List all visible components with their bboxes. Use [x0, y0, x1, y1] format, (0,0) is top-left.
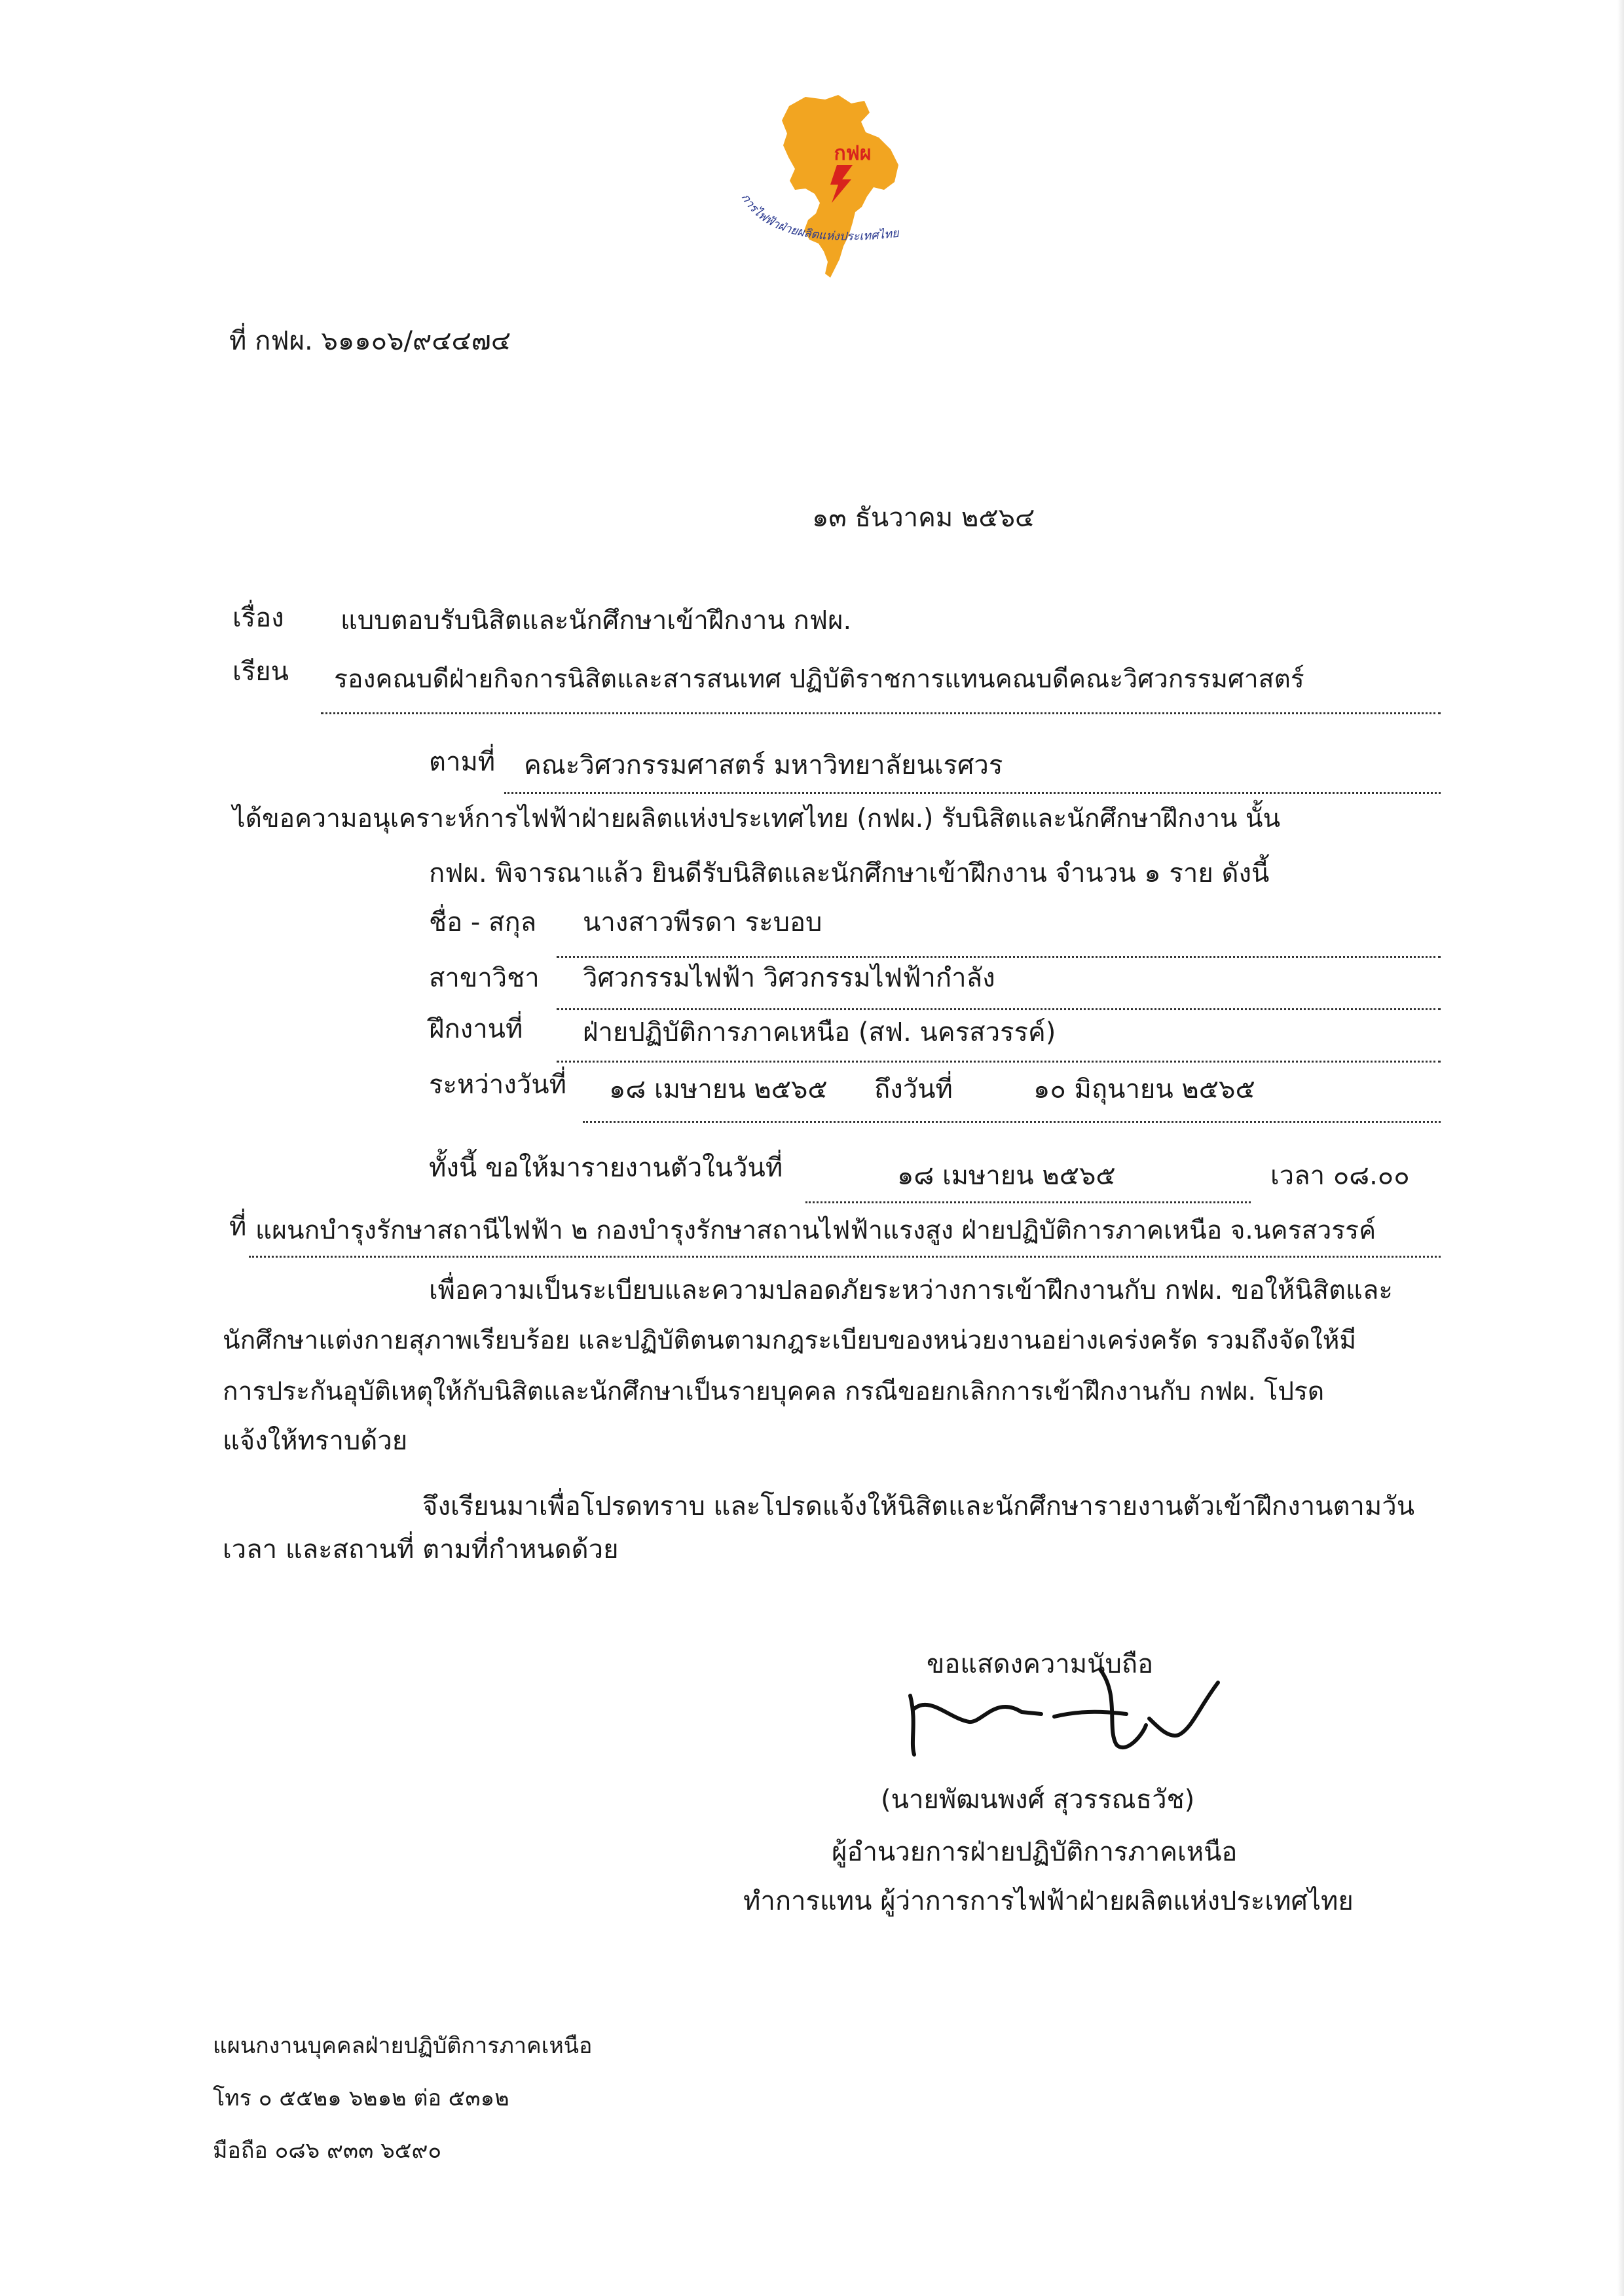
period-start: ๑๘ เมษายน ๒๕๖๕: [609, 1074, 828, 1104]
body-line-4: แจ้งให้ทราบด้วย: [223, 1426, 408, 1456]
major-underline: [557, 1008, 1441, 1010]
recipient-underline: [321, 712, 1441, 714]
name-value: นางสาวพีรดา ระบอบ: [583, 907, 822, 938]
footer-phone: โทร ๐ ๕๕๒๑ ๖๒๑๒ ต่อ ๕๓๑๒: [213, 2085, 509, 2111]
signatory-name: (นายพัฒนพงศ์ สุวรรณธวัช): [881, 1785, 1195, 1815]
letter-date: ๑๓ ธันวาคม ๒๕๖๔: [812, 503, 1035, 533]
body-line-2: นักศึกษาแต่งกายสุภาพเรียบร้อย และปฏิบัติตนตามกฎระเบียบของหน่วยงานอย่างเคร่งครัด รวมถึงจัดให้มี: [223, 1326, 1357, 1355]
handwritten-signature: [891, 1656, 1257, 1761]
reference-label: ตามที่: [429, 747, 496, 777]
acceptance-line: กฟผ. พิจารณาแล้ว ยินดีรับนิสิตและนักศึกษาเข้าฝึกงาน จำนวน ๑ ราย ดังนี้: [429, 858, 1270, 888]
egat-logo: [727, 92, 943, 288]
recipient-value: รองคณบดีฝ่ายกิจการนิสิตและสารสนเทศ ปฏิบัติราชการแทนคณบดีคณะวิศวกรรมศาสตร์: [334, 665, 1304, 694]
reference-value: คณะวิศวกรรมศาสตร์ มหาวิทยาลัยนเรศวร: [524, 750, 1003, 780]
recipient-label: เรียน: [232, 657, 289, 687]
period-end: ๑๐ มิถุนายน ๒๕๖๕: [1033, 1074, 1255, 1104]
reference-continuation: ได้ขอความอนุเคราะห์การไฟฟ้าฝ่ายผลิตแห่งประเทศไทย (กฟผ.) รับนิสิตและนักศึกษาฝึกงาน นั้น: [232, 804, 1281, 833]
location-label: ที่: [229, 1212, 247, 1242]
logo-caption: การไฟฟ้าฝ่ายผลิตแห่งประเทศไทย: [738, 191, 900, 244]
subject-label: เรื่อง: [232, 603, 284, 633]
report-date: ๑๘ เมษายน ๒๕๖๕: [897, 1161, 1116, 1191]
footer-department: แผนกงานบุคคลฝ่ายปฏิบัติการภาคเหนือ: [213, 2033, 593, 2059]
major-value: วิศวกรรมไฟฟ้า วิศวกรรมไฟฟ้ากำลัง: [583, 963, 995, 993]
place-label: ฝึกงานที่: [429, 1014, 523, 1044]
body-line-3: การประกันอุบัติเหตุให้กับนิสิตและนักศึกษาเป็นรายบุคคล กรณีขอยกเลิกการเข้าฝึกงานกับ กฟผ. โปรด: [223, 1377, 1325, 1406]
major-label: สาขาวิชา: [429, 963, 540, 993]
reference-underline: [504, 792, 1441, 794]
subject-value: แบบตอบรับนิสิตและนักศึกษาเข้าฝึกงาน กฟผ.: [341, 606, 852, 636]
body-line-1: เพื่อความเป็นระเบียบและความปลอดภัยระหว่างการเข้าฝึกงานกับ กฟผ. ขอให้นิสิตและ: [429, 1275, 1393, 1305]
closing-line-1: จึงเรียนมาเพื่อโปรดทราบ และโปรดแจ้งให้นิสิตและนักศึกษารายงานตัวเข้าฝึกงานตามวัน: [422, 1491, 1415, 1522]
period-to-label: ถึงวันที่: [874, 1074, 953, 1104]
footer-mobile: มือถือ ๐๘๖ ๙๓๓ ๖๕๙๐: [213, 2138, 442, 2164]
place-underline: [557, 1061, 1441, 1063]
signatory-acting: ทำการแทน ผู้ว่าการการไฟฟ้าฝ่ายผลิตแห่งประเทศไทย: [743, 1886, 1354, 1916]
name-label: ชื่อ - สกุล: [429, 907, 537, 938]
reference-number: ที่ กฟผ. ๖๑๑๐๖/๙๔๔๗๔: [229, 326, 511, 356]
location-underline: [249, 1256, 1441, 1258]
salutation: ขอแสดงความนับถือ: [927, 1649, 1154, 1679]
location-value: แผนกบำรุงรักษาสถานีไฟฟ้า ๒ กองบำรุงรักษาสถานไฟฟ้าแรงสูง ฝ่ายปฏิบัติการภาคเหนือ จ.นครสวรรค์: [255, 1216, 1376, 1245]
period-label: ระหว่างวันที่: [429, 1070, 566, 1100]
period-underline: [583, 1121, 1441, 1123]
signatory-title: ผู้อำนวยการฝ่ายปฏิบัติการภาคเหนือ: [832, 1837, 1238, 1867]
place-value: ฝ่ายปฏิบัติการภาคเหนือ (สฟ. นครสวรรค์): [583, 1017, 1056, 1048]
logo-text: กฟผ: [834, 142, 872, 165]
report-date-underline: [805, 1201, 1251, 1203]
report-time: เวลา ๐๘.๐๐: [1270, 1161, 1410, 1191]
name-underline: [557, 956, 1441, 958]
scan-edge: [1617, 0, 1624, 2296]
report-label: ทั้งนี้ ขอให้มารายงานตัวในวันที่: [429, 1153, 783, 1183]
closing-line-2: เวลา และสถานที่ ตามที่กำหนดด้วย: [223, 1535, 619, 1565]
